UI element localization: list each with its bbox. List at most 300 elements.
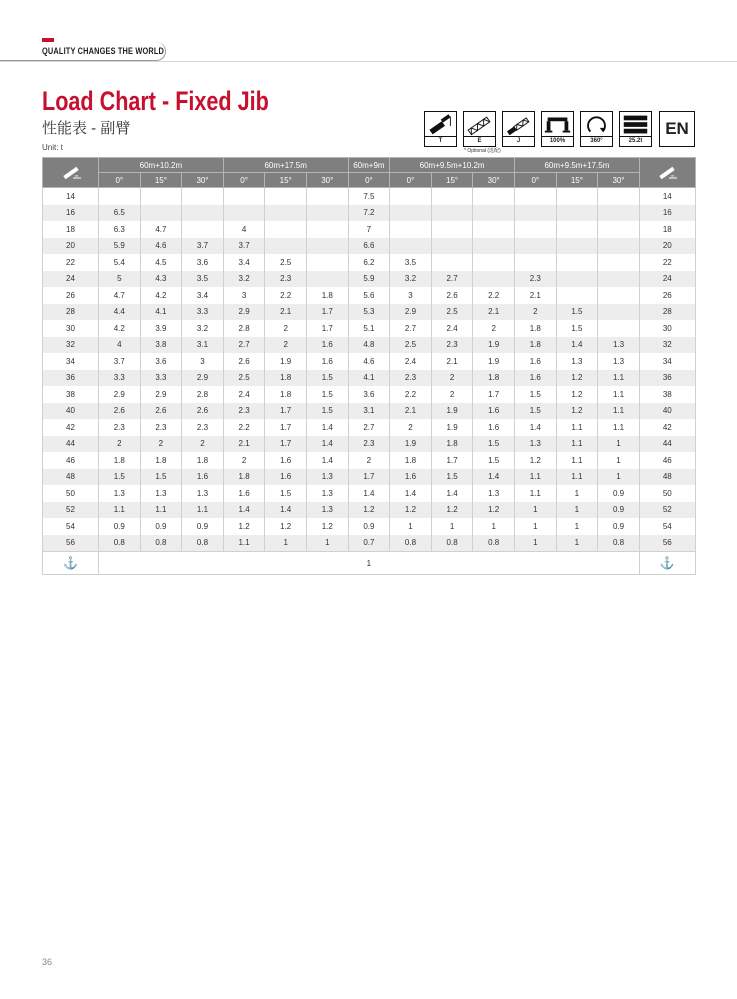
load-cell: 1.6 [306,353,348,370]
hook-block-icon: ⚓ [63,556,78,570]
load-cell: 2.3 [390,370,432,387]
load-cell: 1 [390,518,432,535]
load-cell: 1 [515,502,557,519]
table-row [43,271,696,288]
load-cell: 1.3 [306,502,348,519]
load-cell: 1.4 [390,485,432,502]
load-cell: 1.1 [598,386,640,403]
load-cell: 1.5 [306,403,348,420]
load-cell: 1.2 [348,502,390,519]
load-cell [515,205,557,222]
load-cell: 1.5 [99,469,141,486]
table-row [43,469,696,486]
load-cell: 1.4 [348,485,390,502]
load-cell: 3.4 [223,254,265,271]
load-cell [556,271,598,288]
load-cell: 1.5 [515,403,557,420]
load-cell: 1.6 [182,469,224,486]
angle-header: 15° [431,173,473,188]
radius-cell: 46 [43,452,99,469]
load-cell: 2.3 [99,419,141,436]
load-cell: 3.7 [99,353,141,370]
load-cell: 1 [515,535,557,552]
load-cell: 2.8 [223,320,265,337]
load-cell: 5.3 [348,304,390,321]
load-cell: 1.8 [473,370,515,387]
load-cell: 3.8 [140,337,182,354]
load-cell: 1.4 [515,419,557,436]
load-chart-table [42,157,696,575]
load-cell: 2.4 [431,320,473,337]
load-cell: 1.2 [556,370,598,387]
boom-radius-icon [656,164,678,180]
angle-header: 15° [140,173,182,188]
radius-cell: 32 [639,337,695,354]
load-cell: 1.2 [473,502,515,519]
radius-cell: 52 [43,502,99,519]
load-cell: 2.3 [515,271,557,288]
load-cell: 4.7 [140,221,182,238]
load-cell: 4.6 [140,238,182,255]
load-cell: 1.9 [265,353,307,370]
load-cell: 1.2 [223,518,265,535]
load-cell: 2 [390,419,432,436]
radius-cell: 30 [43,320,99,337]
radius-cell: 14 [639,188,695,205]
load-cell: 2.4 [390,353,432,370]
load-cell: 1.8 [306,287,348,304]
load-cell: 1.6 [390,469,432,486]
load-cell: 3.6 [140,353,182,370]
load-cell: 1.7 [348,469,390,486]
load-cell [598,320,640,337]
load-cell [473,254,515,271]
load-cell: 2 [265,337,307,354]
angle-header: 15° [265,173,307,188]
table-row [43,419,696,436]
load-cell: 2 [431,370,473,387]
load-cell [515,254,557,271]
load-cell: 1.4 [306,419,348,436]
load-cell: 2 [348,452,390,469]
radius-cell: 26 [43,287,99,304]
load-cell [223,205,265,222]
load-cell: 0.8 [473,535,515,552]
load-cell: 2.3 [182,419,224,436]
load-cell: 2.1 [223,436,265,453]
load-cell [598,271,640,288]
load-cell: 3.9 [140,320,182,337]
rotation-icon [580,111,613,147]
load-cell: 6.6 [348,238,390,255]
load-cell [473,221,515,238]
table-row [43,452,696,469]
load-cell: 1.1 [598,370,640,387]
load-cell: 2 [515,304,557,321]
load-cell [306,271,348,288]
load-cell [598,205,640,222]
load-cell: 2.1 [473,304,515,321]
load-cell: 2.8 [182,386,224,403]
radius-cell: 56 [43,535,99,552]
load-cell [265,238,307,255]
page-title: Load Chart - Fixed Jib [42,86,269,116]
load-cell: 3.3 [99,370,141,387]
load-cell: 2.2 [473,287,515,304]
table-row [43,403,696,420]
table-angle-header-row [43,173,696,188]
radius-cell: 34 [43,353,99,370]
load-cell: 2.3 [348,436,390,453]
load-cell: 1.1 [99,502,141,519]
load-cell: 7.5 [348,188,390,205]
load-cell: 1.1 [140,502,182,519]
radius-cell: 40 [639,403,695,420]
load-cell: 2.7 [348,419,390,436]
load-cell: 4.7 [99,287,141,304]
radius-cell: 28 [43,304,99,321]
load-cell: 3.3 [140,370,182,387]
load-cell: 1.4 [265,502,307,519]
header-divider [0,61,737,62]
hook-block-cell-left [43,552,99,575]
load-cell: 1.5 [556,304,598,321]
load-cell: 1.5 [556,320,598,337]
load-cell: 2 [265,320,307,337]
icon-label: T [425,136,456,146]
load-cell: 1 [473,518,515,535]
load-cell: 2.2 [390,386,432,403]
radius-cell: 16 [639,205,695,222]
load-cell: 3.6 [182,254,224,271]
load-cell: 1.1 [556,436,598,453]
angle-header: 30° [306,173,348,188]
load-cell: 1 [265,535,307,552]
radius-cell: 22 [639,254,695,271]
load-cell: 6.2 [348,254,390,271]
radius-cell: 46 [639,452,695,469]
load-cell: 1.7 [473,386,515,403]
load-cell: 1.8 [265,386,307,403]
table-row [43,238,696,255]
load-cell: 2.6 [140,403,182,420]
load-cell: 1 [598,436,640,453]
load-cell: 1.2 [431,502,473,519]
load-cell: 1.1 [556,419,598,436]
load-cell: 0.9 [140,518,182,535]
load-cell: 3.3 [182,304,224,321]
radius-cell: 16 [43,205,99,222]
load-cell: 1.7 [265,419,307,436]
load-cell: 0.9 [99,518,141,535]
load-cell [515,221,557,238]
load-cell: 1.6 [515,370,557,387]
load-cell: 1.5 [473,452,515,469]
load-cell: 5.4 [99,254,141,271]
load-cell: 1.8 [265,370,307,387]
radius-cell: 42 [43,419,99,436]
table-row [43,386,696,403]
load-cell: 1.2 [390,502,432,519]
load-cell: 2.1 [265,304,307,321]
radius-cell: 36 [639,370,695,387]
load-cell: 3.5 [390,254,432,271]
load-cell: 1.2 [556,403,598,420]
table-row [43,304,696,321]
load-cell [431,188,473,205]
language-badge: EN [659,111,695,147]
load-cell: 6.5 [99,205,141,222]
radius-cell: 36 [43,370,99,387]
load-cell: 1.2 [556,386,598,403]
radius-header-right [639,158,695,188]
load-cell [140,205,182,222]
load-cell [306,188,348,205]
radius-cell: 42 [639,419,695,436]
load-cell: 1 [515,518,557,535]
boom-radius-icon [60,164,82,180]
load-cell: 1.2 [515,452,557,469]
load-cell [598,238,640,255]
radius-cell: 38 [43,386,99,403]
radius-cell: 18 [43,221,99,238]
load-cell: 1.4 [306,436,348,453]
radius-cell: 54 [639,518,695,535]
radius-cell: 48 [43,469,99,486]
load-cell: 1.9 [431,419,473,436]
load-cell [182,188,224,205]
column-group-header: 60m+9.5m+10.2m [390,158,515,173]
load-cell [598,304,640,321]
load-cell: 1.4 [556,337,598,354]
radius-cell: 34 [639,353,695,370]
load-cell: 0.9 [598,485,640,502]
load-cell: 1.3 [598,337,640,354]
load-cell: 1.6 [473,419,515,436]
load-cell: 1.6 [223,485,265,502]
load-cell: 1.4 [473,469,515,486]
icon-label: 360° [581,136,612,146]
load-cell: 2.5 [390,337,432,354]
radius-cell: 20 [43,238,99,255]
load-cell [265,205,307,222]
load-cell: 1 [431,518,473,535]
load-cell: 1 [556,502,598,519]
load-cell [515,238,557,255]
load-cell: 2.6 [99,403,141,420]
load-cell: 1.8 [182,452,224,469]
table-row [43,337,696,354]
angle-header: 0° [390,173,432,188]
load-cell: 1.1 [598,419,640,436]
page-number: 36 [42,957,53,967]
radius-cell: 44 [639,436,695,453]
load-cell: 2.9 [223,304,265,321]
load-cell: 1.6 [515,353,557,370]
load-cell: 3.1 [348,403,390,420]
load-cell: 2.1 [431,353,473,370]
load-cell: 1.5 [140,469,182,486]
load-cell: 1.5 [265,485,307,502]
load-cell [306,205,348,222]
load-cell: 2.3 [265,271,307,288]
load-cell [265,221,307,238]
hook-block-value: 1 [99,552,640,575]
load-cell: 5.6 [348,287,390,304]
icon-label: 100% [542,136,573,146]
load-cell: 1.3 [473,485,515,502]
load-cell [473,238,515,255]
load-cell: 1.3 [182,485,224,502]
load-cell: 3.1 [182,337,224,354]
load-cell: 7 [348,221,390,238]
load-cell: 2.6 [431,287,473,304]
radius-cell: 54 [43,518,99,535]
load-cell: 2.5 [265,254,307,271]
load-cell: 1.7 [431,452,473,469]
load-cell: 3 [182,353,224,370]
load-cell [223,188,265,205]
load-cell: 0.8 [99,535,141,552]
load-cell: 2 [223,452,265,469]
load-cell: 3 [223,287,265,304]
load-cell: 1.3 [515,436,557,453]
load-cell [306,254,348,271]
load-cell: 2.4 [223,386,265,403]
load-cell: 1.4 [306,452,348,469]
load-cell: 1.5 [515,386,557,403]
optional-note: * Optional (选配) [464,148,501,154]
load-cell: 1.9 [473,353,515,370]
column-group-header: 60m+9.5m+17.5m [515,158,640,173]
load-cell: 1.5 [306,386,348,403]
load-cell: 1.6 [265,469,307,486]
load-cell: 0.7 [348,535,390,552]
load-cell: 2.9 [390,304,432,321]
load-cell: 5.9 [99,238,141,255]
load-cell: 0.9 [598,502,640,519]
table-row [43,485,696,502]
table-row [43,221,696,238]
load-cell: 2.2 [223,419,265,436]
table-row [43,205,696,222]
load-cell: 2.9 [140,386,182,403]
load-cell: 3.2 [223,271,265,288]
load-cell [390,205,432,222]
load-cell: 1.8 [431,436,473,453]
load-cell: 1.1 [515,469,557,486]
load-cell: 1.5 [306,370,348,387]
angle-header: 0° [99,173,141,188]
hook-block-icon: ⚓ [659,556,675,570]
load-cell: 1.6 [473,403,515,420]
load-cell: 4 [99,337,141,354]
load-cell: 1.1 [515,485,557,502]
radius-header-left [43,158,99,188]
load-cell: 1.8 [515,337,557,354]
angle-header: 0° [223,173,265,188]
table-row [43,502,696,519]
load-cell: 2 [473,320,515,337]
load-cell [473,271,515,288]
load-cell: 2.3 [140,419,182,436]
load-cell: 2.7 [390,320,432,337]
load-cell: 2.3 [223,403,265,420]
hook-block-row [43,552,696,575]
radius-cell: 14 [43,188,99,205]
load-cell: 1.3 [598,353,640,370]
load-cell: 4.2 [140,287,182,304]
load-cell: 1.8 [515,320,557,337]
column-group-header: 60m+10.2m [99,158,224,173]
load-cell: 3.6 [348,386,390,403]
radius-cell: 50 [639,485,695,502]
load-cell: 1.8 [99,452,141,469]
load-cell: 5.9 [348,271,390,288]
load-cell [431,238,473,255]
load-cell: 0.8 [140,535,182,552]
load-cell: 1.7 [265,436,307,453]
counterweight-icon [619,111,652,147]
load-cell [306,238,348,255]
load-cell [390,238,432,255]
table-row [43,320,696,337]
load-cell: 4.2 [99,320,141,337]
load-cell [556,287,598,304]
load-cell [556,205,598,222]
radius-cell: 28 [639,304,695,321]
load-cell: 4 [223,221,265,238]
table-row [43,518,696,535]
jib-icon [502,111,535,147]
load-cell: 4.1 [140,304,182,321]
load-cell: 1 [556,485,598,502]
load-cell: 2.6 [182,403,224,420]
load-cell: 1.3 [140,485,182,502]
load-cell [473,188,515,205]
load-cell: 1.1 [598,403,640,420]
table-row [43,254,696,271]
load-cell [556,254,598,271]
radius-cell: 18 [639,221,695,238]
load-cell: 5 [99,271,141,288]
radius-cell: 56 [639,535,695,552]
load-cell: 1.2 [306,518,348,535]
load-cell: 2.7 [431,271,473,288]
angle-header: 0° [515,173,557,188]
radius-cell: 22 [43,254,99,271]
angle-header: 0° [348,173,390,188]
load-cell: 1.5 [431,469,473,486]
load-cell: 1.4 [223,502,265,519]
load-cell: 0.8 [431,535,473,552]
load-cell: 3.4 [182,287,224,304]
radius-cell: 40 [43,403,99,420]
load-cell: 1.6 [265,452,307,469]
load-cell [390,221,432,238]
radius-cell: 44 [43,436,99,453]
load-cell [515,188,557,205]
table-row [43,188,696,205]
load-cell [182,221,224,238]
load-cell: 0.9 [348,518,390,535]
load-cell: 0.8 [598,535,640,552]
radius-cell: 24 [639,271,695,288]
load-cell: 4.4 [99,304,141,321]
load-cell: 1.1 [556,452,598,469]
radius-cell: 48 [639,469,695,486]
load-cell: 1.4 [431,485,473,502]
